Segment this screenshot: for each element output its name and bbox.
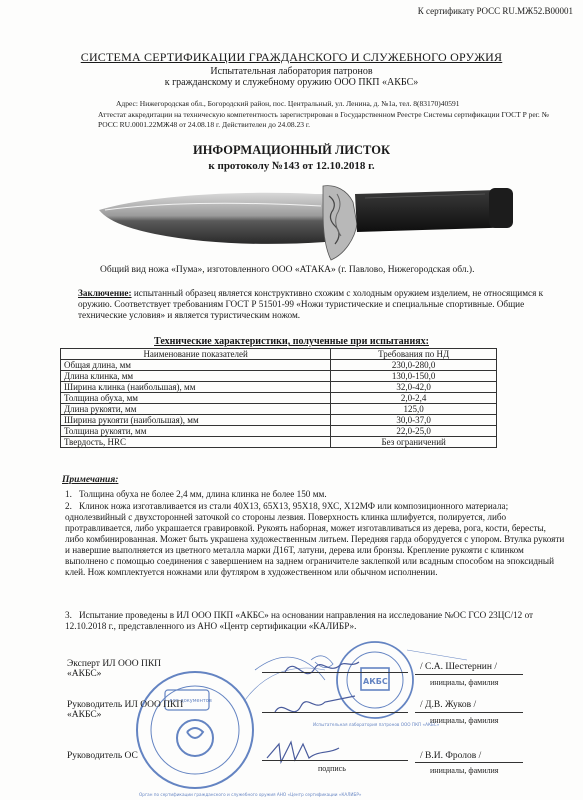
parameter-value: 22,0-25,0 [331, 426, 497, 437]
table-row [61, 382, 497, 393]
doc-stamp-text: для документов [169, 698, 212, 704]
table-row [61, 371, 497, 382]
conclusion-text: испытанный образец является конструктивно схожим с холодным оружием изделием, не относящимся к оружию. Соответствует требованиям ГОСТ Р 51501-99 «Ножи туристические и специальные спортивные. Общие технические условия» и является туристическим ножом. [78, 288, 544, 320]
note-item [65, 501, 565, 578]
accreditation-text: Аттестат аккредитации на техническую компетентность зарегистрирован в Государственном Реестре Системы сертификации ГОСТ Р рег. № РОСС RU.0001.22МЖ48 от 24.08.18 г. Действителен до 24.08.23 г. [98, 110, 549, 129]
parameter-value: 125,0 [331, 404, 497, 415]
name-caption: инициалы, фамилия [430, 716, 499, 725]
signature-caption: подпись [318, 764, 346, 773]
note-item [65, 489, 565, 500]
signature-role [67, 751, 138, 761]
signature-role [67, 700, 183, 720]
parameter-value: Без ограничений [331, 437, 497, 448]
knife-photo [85, 172, 515, 264]
name-line [415, 674, 523, 675]
signatory-name: / В.И. Фролов / [420, 751, 482, 761]
round-stamp-left-text: Орган по сертификации гражданского и служебного оружия АНО «Центр сертификации «КАЛИБР» [139, 792, 362, 797]
note-number: 1. [65, 489, 72, 499]
knife-caption: Общий вид ножа «Пума», изготовленного ООО «АТАКА» (г. Павлово, Нижегородская обл.). [100, 265, 475, 275]
note-text: Толщина обуха не более 2,4 мм, длина клинка не более 150 мм. [79, 489, 327, 499]
table-row [61, 415, 497, 426]
parameter-name: Толщина рукояти, мм [61, 426, 331, 437]
characteristics-table [60, 348, 497, 448]
name-line [415, 762, 523, 763]
conclusion [78, 288, 568, 321]
parameter-value: 30,0-37,0 [331, 415, 497, 426]
signature-role-line-2: «АКБС» [67, 669, 102, 679]
notes-heading-text: Примечания [62, 475, 116, 485]
signature-line [262, 672, 408, 673]
parameter-name: Общая длина, мм [61, 360, 331, 371]
signature-role-line-1: Руководитель ОС [67, 751, 138, 761]
akbs-logo-text: АКБС [363, 677, 388, 686]
certification-system-title: СИСТЕМА СЕРТИФИКАЦИИ ГРАЖДАНСКОГО И СЛУЖЕБНОГО ОРУЖИЯ [80, 50, 503, 64]
table-row [61, 393, 497, 404]
note-number: 3. [65, 610, 72, 620]
laboratory-line-1: Испытательная лаборатория патронов [210, 66, 373, 77]
official-stamps [135, 640, 575, 800]
signature-line [262, 760, 408, 761]
signature-role-line-2: «АКБС» [67, 710, 102, 720]
document-title: ИНФОРМАЦИОННЫЙ ЛИСТОК [192, 143, 391, 157]
table-row [61, 426, 497, 437]
signature-role-line-1: Эксперт ИЛ ООО ПКП [67, 659, 162, 669]
parameter-name: Ширина клинка (наибольшая), мм [61, 382, 331, 393]
name-caption: инициалы, фамилия [430, 766, 499, 775]
signature-role [67, 659, 161, 679]
parameter-value: 32,0-42,0 [331, 382, 497, 393]
table-row [61, 404, 497, 415]
note-item [65, 610, 565, 632]
parameter-value: 130,0-150,0 [331, 371, 497, 382]
parameter-name: Длина клинка, мм [61, 371, 331, 382]
note-text: Испытание проведены в ИЛ ООО ПКП «АКБС» на основании направления на исследование №ОС ГСО 23ЦС/12 от 12.10.2018 г., представленного из АНО «Центр сертификации «КАЛИБР». [65, 610, 534, 631]
table-header-row [61, 349, 497, 360]
note-text: Клинок ножа изготавливается из стали 40Х13, 65Х13, 95Х18, 9ХС, Х12МФ или композиционного материала; однолезвийный с двухсторонней заточкой со стороны лезвия. Поверхность клинка шлифуется, полируется, либо протравливается, либо украшается гравировкой. Рукоять наборная, может изготавливаться из дерева, рога, кости, бересты, либо комбинированная. Может быть украшена художественным литьем. Передняя гарда оборудуется с упором. Втулка рукояти и навершие выполняется из цветного металла марки Д16Т, латуни, дерева или бронзы. Крепление рукояти с клинком выполнено с помощью соединения с завершением на заднем ограничителе заклепкой или всадным способом на эпоксидный клей. Нож комплектуется ножнами или футляром в художественном или обычном исполнении. [65, 501, 565, 577]
laboratory-line-2: к гражданскому и служебному оружию ООО ПКП «АКБС» [164, 77, 419, 88]
laboratory-name [0, 66, 583, 88]
signatory-name: / С.А. Шестернин / [420, 662, 497, 672]
parameter-value: 230,0-280,0 [331, 360, 497, 371]
conclusion-label: Заключение: [78, 288, 132, 298]
column-header-requirement: Требования по НД [331, 349, 497, 360]
laboratory-address: Адрес: Нижегородская обл., Богородский район, пос. Центральный, ул. Ленина, д. №1а, тел. 8(83170)40591 [116, 99, 460, 108]
parameter-name: Длина рукояти, мм [61, 404, 331, 415]
notes-heading: Примечания: [62, 475, 119, 485]
note-number: 2. [65, 501, 72, 511]
column-header-parameter: Наименование показателей [61, 349, 331, 360]
tech-characteristics-title: Технические характеристики, полученные при испытаниях: [154, 336, 429, 347]
table-row [61, 360, 497, 371]
name-line [415, 712, 523, 713]
certificate-reference: К сертификату РОСС RU.МЖ52.В00001 [417, 6, 573, 16]
signature-role-line-1: Руководитель ИЛ ООО ПКП [67, 700, 184, 710]
signature-line [262, 712, 408, 713]
name-caption: инициалы, фамилия [430, 678, 499, 687]
parameter-value: 2,0-2,4 [331, 393, 497, 404]
parameter-name: Твердость, HRC [61, 437, 331, 448]
round-stamp-right-text: Испытательная лаборатория патронов ООО ПКП «АКБС» [313, 722, 440, 727]
signatory-name: / Д.В. Жуков / [420, 700, 477, 710]
parameter-name: Толщина обуха, мм [61, 393, 331, 404]
parameter-name: Ширина рукояти (наибольшая), мм [61, 415, 331, 426]
document-subtitle: к протоколу №143 от 12.10.2018 г. [208, 160, 375, 172]
table-row [61, 437, 497, 448]
